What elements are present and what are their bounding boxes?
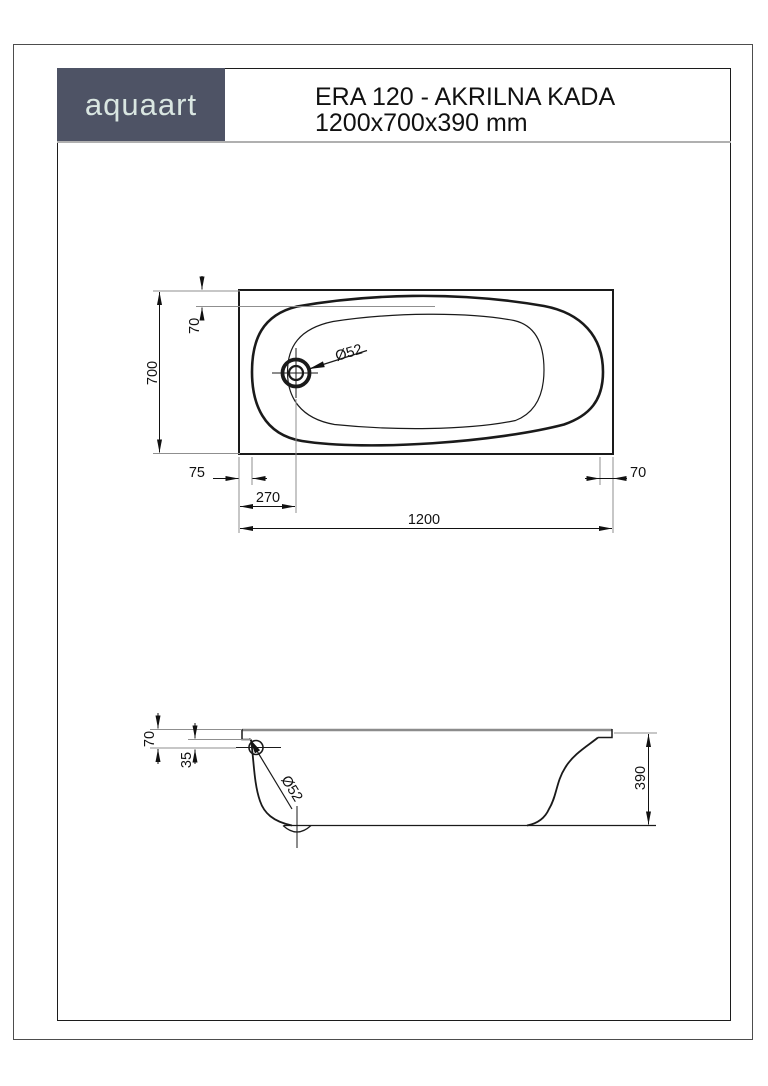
drain-diameter-label-side: Ø52 (277, 773, 306, 805)
dimension-rim-offset-left (189, 465, 267, 481)
dim-label-drain-offset: 270 (255, 490, 281, 506)
drain-top-view (272, 348, 318, 398)
dim-label-70-side: 70 (142, 730, 158, 748)
dim-label-height: 390 (633, 765, 649, 791)
dimension-width-700 (145, 291, 240, 454)
drain-diameter-label-top: Ø52 (333, 341, 365, 365)
drain-leader-line-side (250, 739, 293, 810)
tub-right-wall (527, 738, 598, 826)
dim-label-35-side: 35 (179, 751, 195, 769)
title-line1: ERA 120 - AKRILNA KADA (315, 83, 616, 111)
dimension-length-1200 (240, 512, 612, 529)
dim-label-right-offset: 70 (630, 465, 647, 481)
side-view (142, 713, 657, 848)
logo-text: aquaart (84, 87, 198, 122)
dim-label-top-offset: 70 (187, 317, 203, 334)
dim-label-left-offset: 75 (188, 465, 205, 481)
dimension-rim-offset-right (585, 465, 646, 481)
top-view (145, 276, 646, 533)
tub-basin (288, 314, 545, 428)
extension-lines-side-left (150, 730, 251, 749)
dimension-drain-offset (240, 490, 295, 507)
dimension-height-390 (614, 733, 657, 825)
title-line2: 1200x700x390 mm (315, 109, 528, 137)
dimension-top-to-drain (142, 713, 158, 764)
dim-label-width: 700 (145, 360, 161, 386)
dim-label-length: 1200 (407, 512, 441, 528)
tub-rim (252, 296, 603, 446)
